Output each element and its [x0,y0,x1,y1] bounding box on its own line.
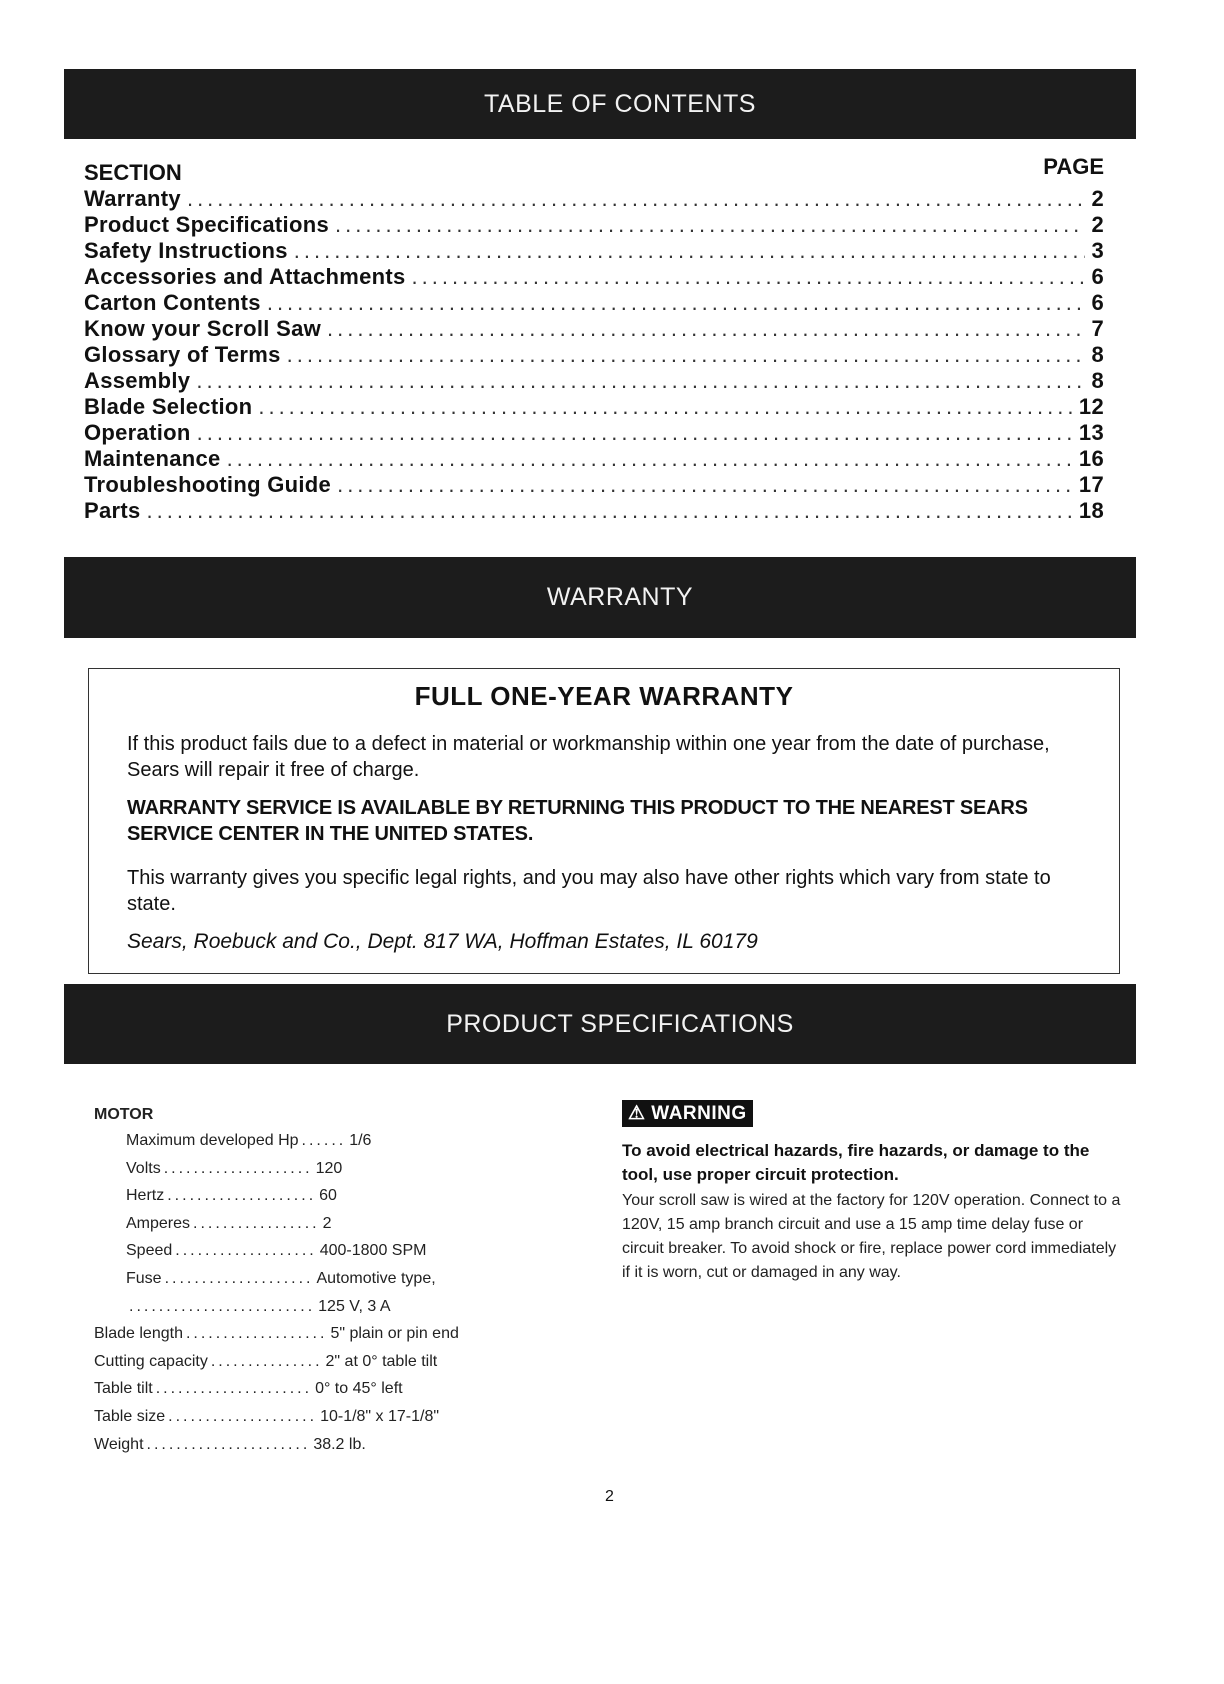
toc-entry-label: Assembly [84,368,191,393]
spec-row [94,1380,614,1408]
warranty-banner-title: WARRANTY [546,583,694,611]
warning-badge: ⚠ WARNING [622,1100,753,1127]
toc-entry-label: Operation [84,420,191,445]
toc-header [84,154,1104,186]
toc-entry-label: Carton Contents [84,290,261,315]
toc-entry [84,316,1104,342]
toc-leader-dots [267,290,1086,316]
spec-leader-dots: .................... [168,1407,318,1425]
warranty-address: Sears, Roebuck and Co., Dept. 817 WA, Hoffman Estates, IL 60179 [127,930,758,953]
toc-entry-page: 3 [1091,238,1104,263]
toc-entry-page: 6 [1091,264,1104,289]
toc-entries [84,186,1104,524]
spec-row [94,1325,614,1353]
toc-entry-page: 7 [1091,316,1104,341]
general-specs [94,1325,614,1463]
spec-label: Table tilt [94,1380,153,1398]
spec-label: Weight [94,1435,144,1453]
spec-leader-dots: ................... [185,1325,328,1343]
toc-entry-page: 17 [1078,472,1104,497]
toc-entry-page: 6 [1091,290,1104,315]
toc-page-header: PAGE [1043,154,1104,179]
spec-row [94,1160,614,1188]
warranty-service-notice: WARRANTY SERVICE IS AVAILABLE BY RETURNING THIS PRODUCT TO THE NEAREST SEARS SERVICE CENTER IN THE UNITED STATES. [127,797,1028,845]
spec-label: Blade length [94,1325,183,1343]
spec-leader-dots: .................... [163,1159,313,1177]
spec-value: 38.2 lb. [313,1435,366,1453]
toc-leader-dots [287,342,1086,368]
spec-label: Hertz [126,1187,165,1205]
spec-value: Automotive type, [316,1269,436,1287]
warning-text: Your scroll saw is wired at the factory for 120V operation. Connect to a 120V, 15 amp branch circuit and use a 15 amp time delay fuse or circuit breaker. To avoid shock or fire, replace power cord immediately if it is worn, cut or damaged in any way. [622,1192,1121,1281]
toc-entry [84,498,1104,524]
warranty-banner [64,557,1136,638]
spec-leader-dots: ..................... [155,1380,313,1398]
toc-leader-dots [197,420,1073,446]
spec-label: Fuse [126,1269,162,1287]
toc-entry-label: Parts [84,498,141,523]
spec-value: 125 V, 3 A [318,1297,391,1315]
specifications-banner-title: PRODUCT SPECIFICATIONS [446,1009,794,1038]
toc-entry-page: 2 [1091,212,1104,237]
toc-section-header: SECTION [84,160,182,185]
toc-entry [84,446,1104,472]
toc-leader-dots [196,368,1085,394]
warning-panel [622,1100,1122,1285]
toc-entry-label: Safety Instructions [84,238,288,263]
toc-entry [84,264,1104,290]
spec-leader-dots: ................. [193,1214,320,1232]
toc-entry-page: 12 [1078,394,1104,419]
toc-banner-title: TABLE OF CONTENTS [484,89,756,118]
spec-row [94,1408,614,1436]
page-number: 2 [605,1488,614,1505]
spec-label: Cutting capacity [94,1352,208,1370]
spec-leader-dots: ...... [301,1132,347,1149]
spec-row [94,1270,614,1298]
toc-entry [84,368,1104,394]
toc-entry-page: 16 [1078,446,1104,471]
spec-value: 2 [322,1214,332,1232]
table-of-contents [84,154,1104,524]
spec-row [94,1132,614,1160]
motor-header: MOTOR [94,1106,154,1123]
spec-value: 10-1/8" x 17-1/8" [320,1407,440,1425]
toc-entry-label: Know your Scroll Saw [84,316,322,341]
toc-leader-dots [258,394,1073,420]
specifications-banner [64,984,1136,1064]
toc-entry [84,342,1104,368]
toc-leader-dots [294,238,1086,264]
spec-leader-dots: ......................... [129,1297,316,1315]
spec-label: Table size [94,1407,166,1425]
toc-entry-label: Accessories and Attachments [84,264,406,289]
toc-entry-label: Troubleshooting Guide [84,472,332,497]
toc-leader-dots [335,212,1085,238]
toc-leader-dots [337,472,1073,498]
toc-entry [84,186,1104,212]
spec-leader-dots: ................... [175,1242,317,1260]
spec-row [94,1187,614,1215]
toc-entry-label: Blade Selection [84,394,253,419]
toc-entry [84,238,1104,264]
toc-entry [84,290,1104,316]
spec-label: Maximum developed Hp [126,1132,299,1149]
motor-specs [94,1132,614,1325]
toc-entry [84,472,1104,498]
spec-leader-dots: .................... [164,1269,314,1287]
toc-leader-dots [412,264,1086,290]
spec-value: 5" plain or pin end [330,1325,459,1343]
spec-row [94,1436,614,1464]
toc-entry [84,212,1104,238]
spec-leader-dots: ...................... [146,1435,311,1453]
toc-entry-page: 13 [1078,420,1104,445]
warranty-title: FULL ONE-YEAR WARRANTY [414,681,794,711]
toc-entry-page: 2 [1091,186,1104,211]
spec-label: Volts [126,1159,161,1177]
toc-entry-page: 18 [1078,498,1104,523]
toc-entry-label: Warranty [84,186,181,211]
spec-label: Speed [126,1242,173,1260]
toc-leader-dots [327,316,1085,342]
toc-entry-page: 8 [1091,368,1104,393]
spec-row [94,1298,614,1326]
toc-banner [64,69,1136,139]
toc-entry-label: Product Specifications [84,212,329,237]
spec-value: 0° to 45° left [315,1380,403,1398]
warranty-box [88,668,1120,974]
toc-leader-dots [187,186,1086,212]
spec-value: 400-1800 SPM [319,1242,427,1260]
toc-entry [84,420,1104,446]
spec-leader-dots: ............... [210,1352,323,1370]
spec-row [94,1353,614,1381]
spec-row [94,1215,614,1243]
toc-entry-page: 8 [1091,342,1104,367]
spec-leader-dots: .................... [167,1187,317,1205]
spec-value: 1/6 [349,1132,372,1149]
spec-value: 120 [315,1159,343,1177]
spec-value: 2" at 0° table tilt [325,1352,438,1370]
toc-entry-label: Glossary of Terms [84,342,281,367]
warning-heading: To avoid electrical hazards, fire hazards, or damage to the tool, use proper circuit protection. [622,1141,1090,1184]
warranty-paragraph-1: If this product fails due to a defect in material or workmanship within one year from the date of purchase, Sears will repair it free of charge. [127,733,1050,781]
toc-entry-label: Maintenance [84,446,221,471]
warranty-paragraph-3: This warranty gives you specific legal rights, and you may also have other rights which vary from state to state. [127,867,1051,915]
toc-leader-dots [227,446,1073,472]
spec-label: Amperes [126,1214,191,1232]
spec-row [94,1242,614,1270]
spec-value: 60 [319,1187,337,1205]
toc-entry [84,394,1104,420]
specifications-list [94,1106,614,1463]
toc-leader-dots [147,498,1073,524]
